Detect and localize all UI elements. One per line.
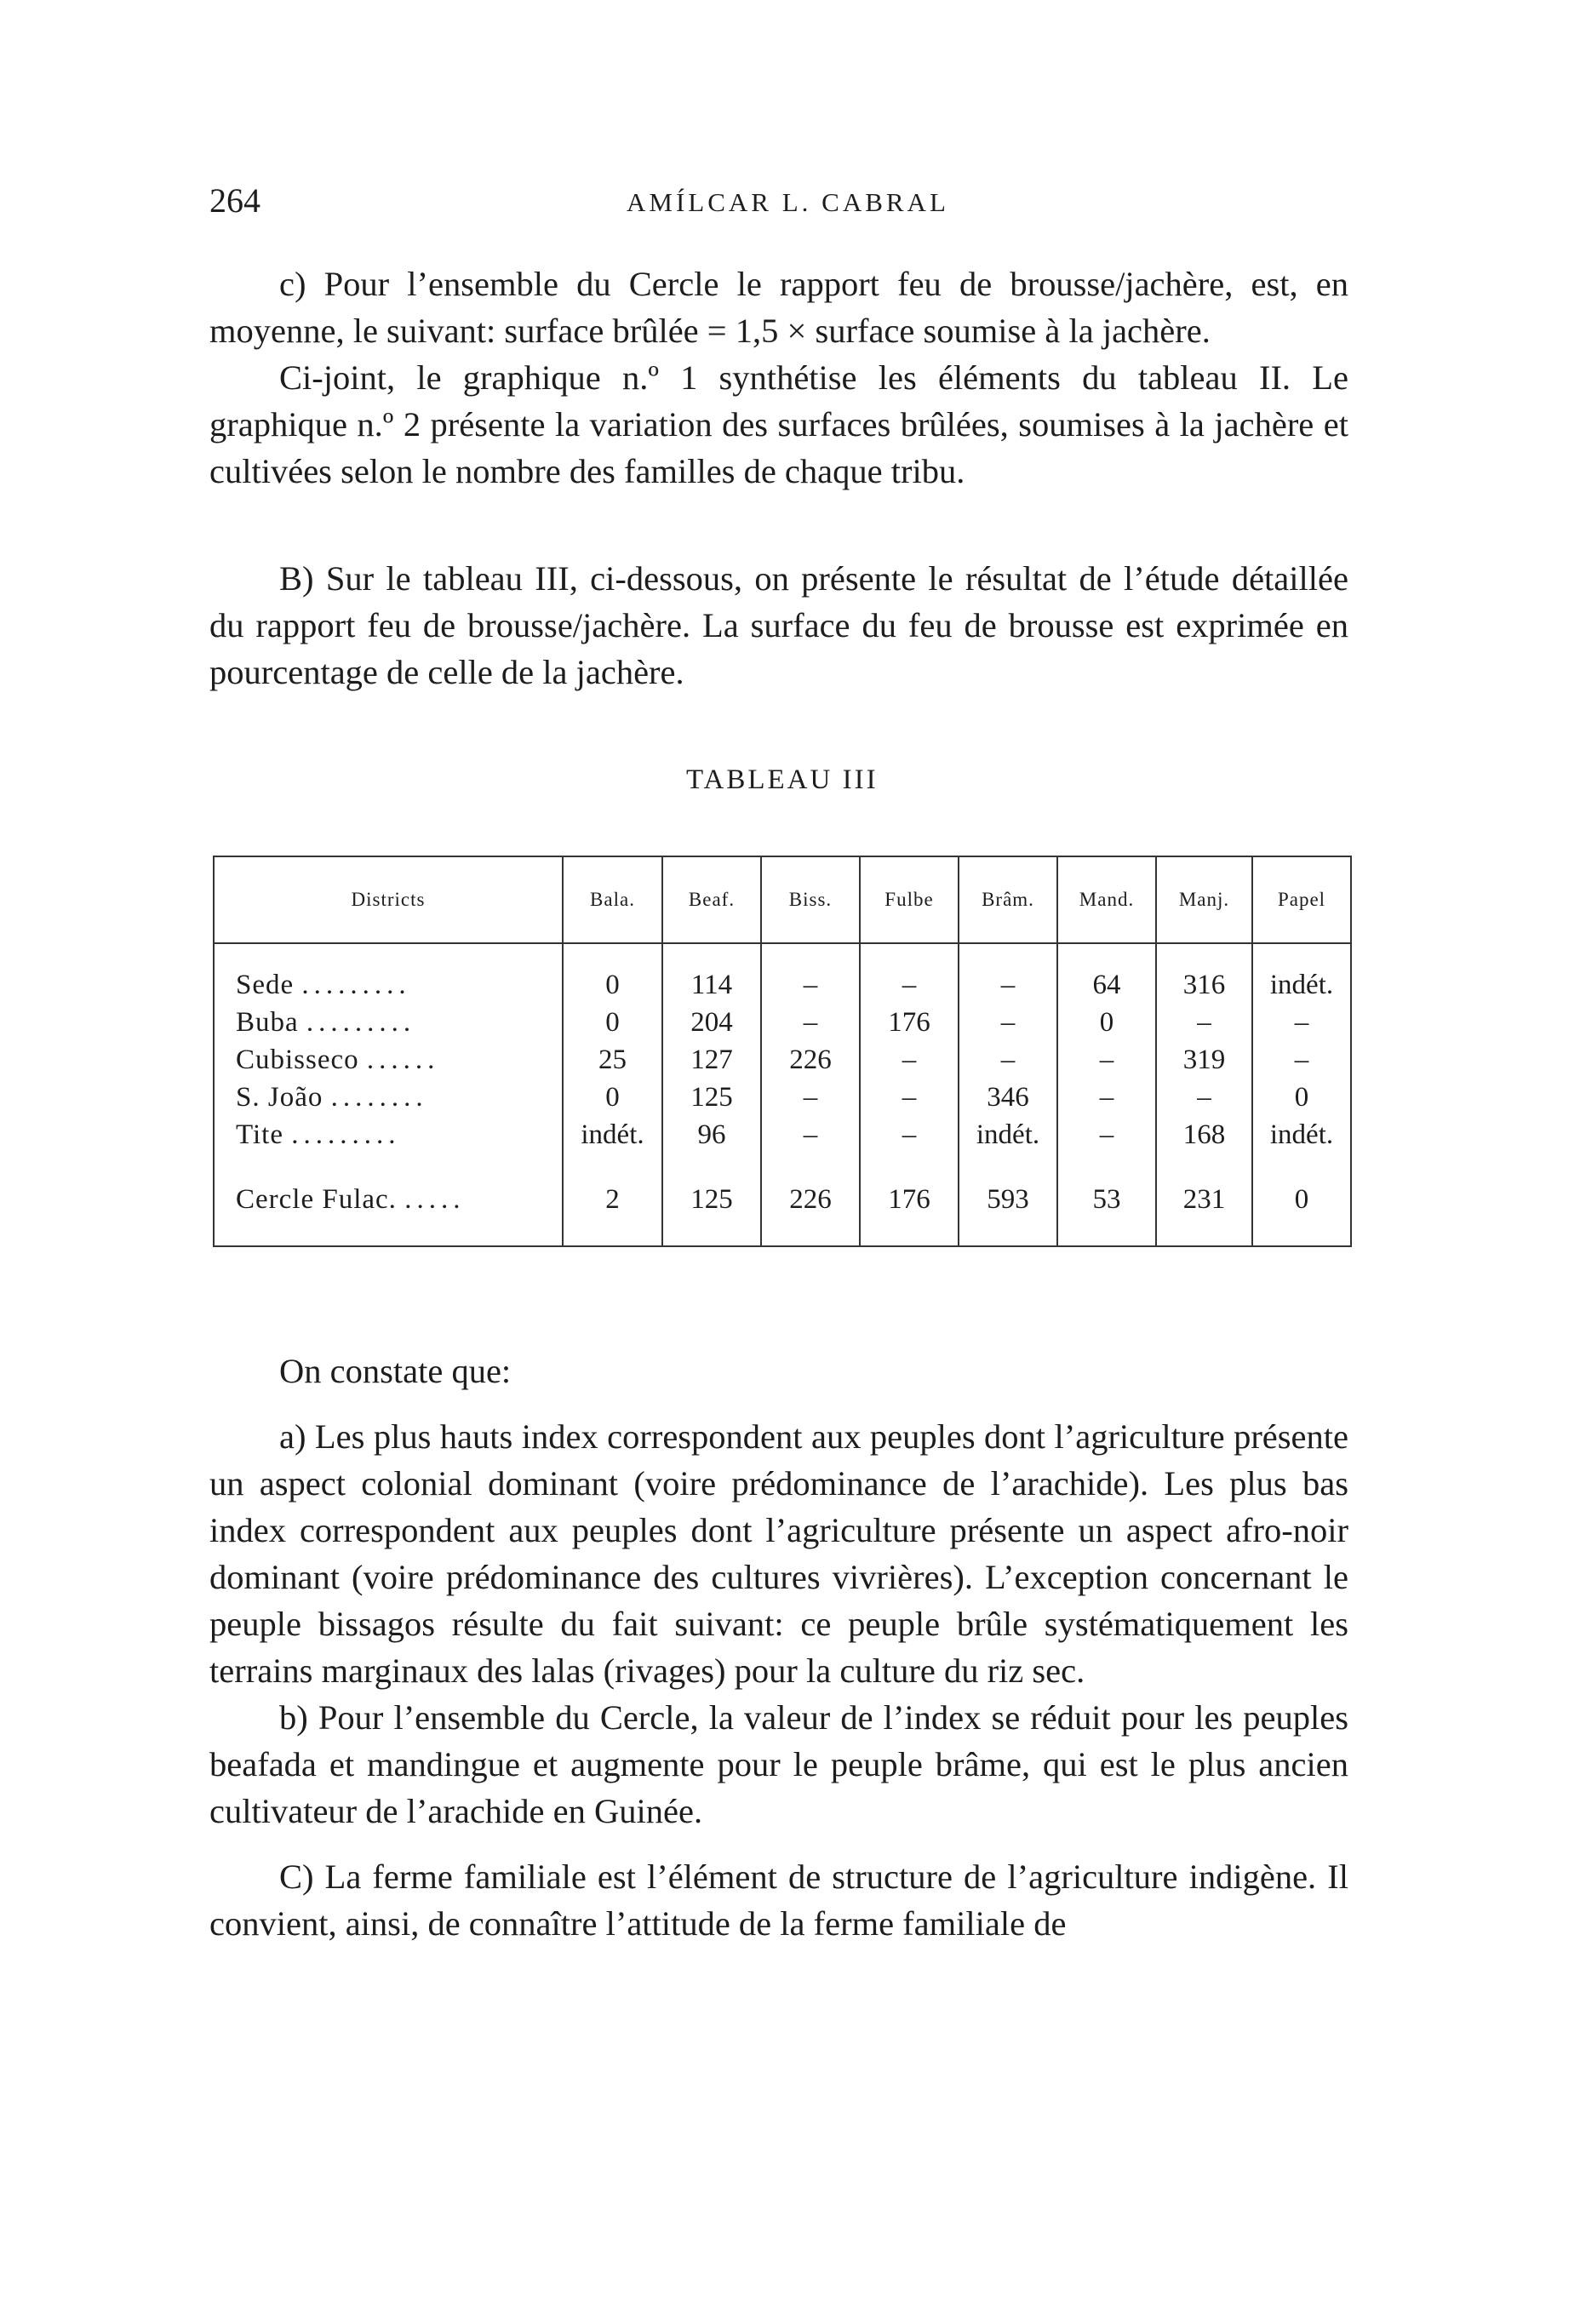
- table-cell: –: [1057, 1116, 1156, 1153]
- table-cell: 316: [1156, 966, 1252, 1004]
- conclusion-paragraphs: [209, 1348, 1348, 1947]
- table-cell: –: [1156, 1079, 1252, 1116]
- tableau-iii: [213, 856, 1350, 1247]
- table-total-row: [214, 1176, 1351, 1223]
- table-cell: 226: [761, 1176, 860, 1223]
- table-cell: 64: [1057, 966, 1156, 1004]
- table-cell: –: [959, 1004, 1057, 1041]
- table-cell: 346: [959, 1079, 1057, 1116]
- district-name: Cubisseco: [236, 1045, 359, 1075]
- table-cell: 127: [662, 1041, 761, 1079]
- table-cell: 593: [959, 1176, 1057, 1223]
- table-cell: indét.: [1252, 1116, 1351, 1153]
- district-name: Tite: [236, 1119, 283, 1150]
- leader-dots: .........: [301, 970, 411, 1000]
- paragraph-b-block: [209, 555, 1348, 695]
- table-cell: 319: [1156, 1041, 1252, 1079]
- leader-dots: ........: [330, 1082, 428, 1113]
- page-header: [209, 180, 1359, 223]
- table-cell: –: [860, 966, 959, 1004]
- table-cell: 114: [662, 966, 761, 1004]
- table-cell: 25: [563, 1041, 662, 1079]
- header-manj: Manj.: [1156, 856, 1252, 943]
- header-biss: Biss.: [761, 856, 860, 943]
- table-cell: 0: [1252, 1176, 1351, 1223]
- header-mand: Mand.: [1057, 856, 1156, 943]
- district-name: Buba: [236, 1007, 299, 1038]
- table-cell: 0: [1057, 1004, 1156, 1041]
- table-cell: indét.: [1252, 966, 1351, 1004]
- table-cell: 176: [860, 1004, 959, 1041]
- header-fulbe: Fulbe: [860, 856, 959, 943]
- page-number: 264: [209, 181, 260, 220]
- table-cell: 53: [1057, 1176, 1156, 1223]
- district-name: Sede: [236, 970, 295, 1000]
- table-cell: indét.: [563, 1116, 662, 1153]
- table-cell: –: [1252, 1041, 1351, 1079]
- paragraph-graphique: Ci-joint, le graphique n.º 1 synthétise les éléments du tableau II. Le graphique n.º 2 présente la variation des surfaces brûlées, soumises à la jachère et cultivées selon le nombre des familles de chaque tribu.: [209, 358, 1348, 490]
- table-cell: 168: [1156, 1116, 1252, 1153]
- leader-dots: ......: [366, 1045, 440, 1075]
- table-cell: –: [761, 966, 860, 1004]
- table-cell: –: [860, 1041, 959, 1079]
- table-spacer: [214, 943, 1351, 966]
- table-cell: 125: [662, 1079, 761, 1116]
- table-cell: 231: [1156, 1176, 1252, 1223]
- table-cell: 204: [662, 1004, 761, 1041]
- table-cell: –: [1252, 1004, 1351, 1041]
- table-cell: –: [761, 1004, 860, 1041]
- table-row: [214, 966, 1351, 1004]
- paragraph-c: c) Pour l’ensemble du Cercle le rapport feu de brousse/jachère, est, en moyenne, le suivant: surface brûlée = 1,5 × surface soumise à la jachère.: [209, 265, 1348, 350]
- leader-dots: .........: [306, 1007, 416, 1038]
- table-header-row: [214, 856, 1351, 943]
- table-cell: –: [761, 1079, 860, 1116]
- paragraph-constate: On constate que:: [279, 1352, 512, 1390]
- running-title: AMÍLCAR L. CABRAL: [627, 187, 949, 217]
- leader-dots: .........: [291, 1119, 401, 1150]
- table-row: [214, 1041, 1351, 1079]
- table-row: [214, 1079, 1351, 1116]
- district-name: Cercle Fulac.: [236, 1184, 397, 1215]
- paragraph-b: B) Sur le tableau III, ci-dessous, on présente le résultat de l’étude détaillée du rapport feu de brousse/jachère. La surface du feu de brousse est exprimée en pourcentage de celle de la jachère.: [209, 559, 1348, 691]
- table-cell: indét.: [959, 1116, 1057, 1153]
- table-cell: 0: [1252, 1079, 1351, 1116]
- table-cell: –: [1057, 1079, 1156, 1116]
- table-cell: 0: [563, 1079, 662, 1116]
- table-cell: 0: [563, 966, 662, 1004]
- table-cell: 226: [761, 1041, 860, 1079]
- data-table: [213, 856, 1352, 1247]
- table-cell: 2: [563, 1176, 662, 1223]
- header-districts: Districts: [214, 856, 563, 943]
- table-cell: –: [860, 1079, 959, 1116]
- paragraph-a: a) Les plus hauts index correspondent aux peuples dont l’agriculture présente un aspect colonial dominant (voire prédominance de l’arachide). Les plus bas index correspondent aux peuples dont l’agriculture présente un aspect afro-noir dominant (voire prédominance des cultures vivrières). L’exception concernant le peuple bissagos résulte du fait suivant: ce peuple brûle systématiquement les terrains marginaux des lalas (rivages) pour la culture du riz sec.: [209, 1417, 1348, 1690]
- district-name: S. João: [236, 1082, 323, 1113]
- table-cell: –: [761, 1116, 860, 1153]
- table-spacer: [214, 1223, 1351, 1246]
- table-spacer: [214, 1153, 1351, 1176]
- table-cell: –: [860, 1116, 959, 1153]
- table-cell: –: [959, 966, 1057, 1004]
- paragraph-b-conclusion: b) Pour l’ensemble du Cercle, la valeur de l’index se réduit pour les peuples beafada et mandingue et augmente pour le peuple brâme, qui est le plus ancien cultivateur de l’arachide en Guinée.: [209, 1698, 1348, 1830]
- header-bala: Bala.: [563, 856, 662, 943]
- table-row: [214, 1116, 1351, 1153]
- leader-dots: .....: [404, 1184, 466, 1215]
- paragraph-c-ferme: C) La ferme familiale est l’élément de structure de l’agriculture indigène. Il convient, ainsi, de connaître l’attitude de la ferme familiale de: [209, 1857, 1348, 1943]
- table-cell: 176: [860, 1176, 959, 1223]
- header-papel: Papel: [1252, 856, 1351, 943]
- table-cell: 125: [662, 1176, 761, 1223]
- table-row: [214, 1004, 1351, 1041]
- table-cell: 0: [563, 1004, 662, 1041]
- header-beaf: Beaf.: [662, 856, 761, 943]
- intro-paragraphs: [209, 260, 1348, 495]
- table-cell: –: [1156, 1004, 1252, 1041]
- header-bram: Brâm.: [959, 856, 1057, 943]
- table-cell: –: [959, 1041, 1057, 1079]
- table-cell: 96: [662, 1116, 761, 1153]
- table-cell: –: [1057, 1041, 1156, 1079]
- table-caption: TABLEAU III: [686, 764, 879, 795]
